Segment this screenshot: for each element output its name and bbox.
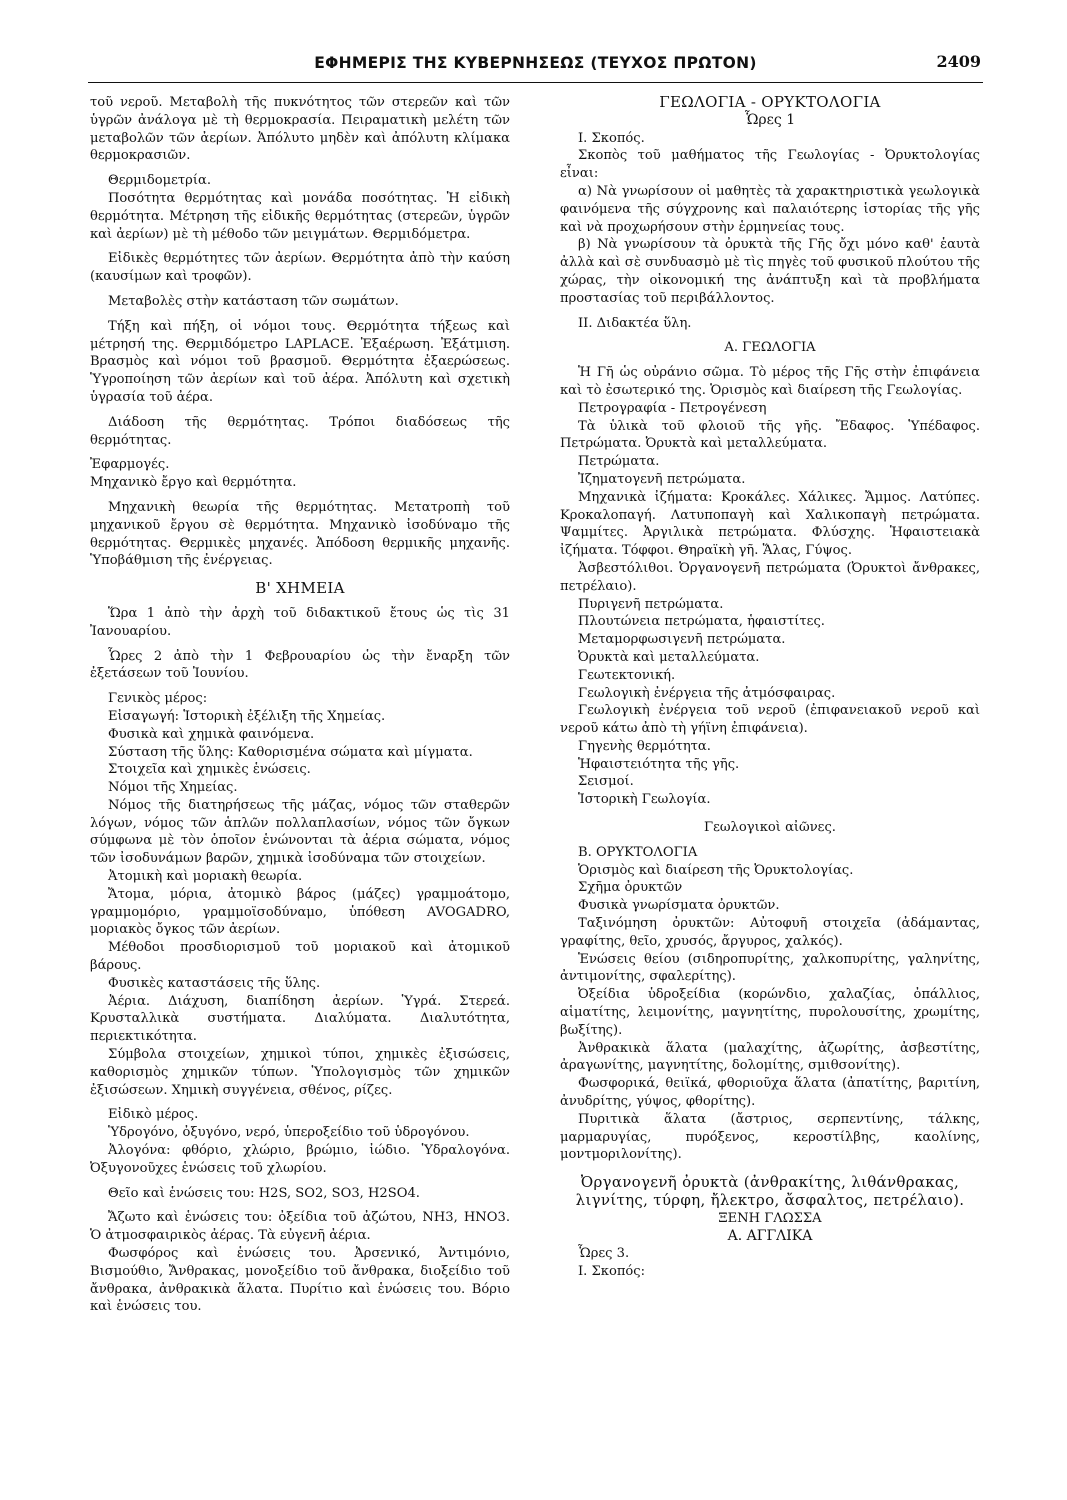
subsection-heading-mineralogy: Γεωλογικοὶ αἰῶνες. — [704, 820, 836, 836]
paragraph: Πυριτικὰ ἅλατα (ἄστριος, σερπεντίνης, τάλκης, μαρμαρυγίας, πυρόξενος, κεροστίλβης, καολίνης, μοντμοριλονίτης). — [560, 1111, 980, 1163]
subsection-heading-geology: Α. ΓΕΩΛΟΓΙΑ — [724, 340, 816, 356]
paragraph: Τήξη καὶ πήξη, οἱ νόμοι τους. Θερμότητα τήξεως καὶ μέτρησή της. Θερμιδόμετρο LAPLACE. Ἐξαέρωση. Ἐξάτμιση. Βρασμὸς καὶ νόμοι τοῦ βρασμοῦ. Θερμότητα ἐξαερώσεως. Ὑγροποίηση τῶν ἀερίων καὶ τοῦ ἀέρα. Ἀπόλυτη καὶ σχετικὴ ὑγρασία τοῦ ἀέρα. — [90, 318, 510, 405]
paragraph: Φυσικὰ γνωρίσματα ὀρυκτῶν. — [578, 898, 780, 914]
paragraph: Ἀτομικὴ καὶ μοριακὴ θεωρία. — [108, 869, 303, 885]
paragraph: Γηγενὴς θερμότητα. — [578, 738, 711, 754]
gazette-title: ΕΦΗΜΕΡΙΣ ΤΗΣ ΚΥΒΕΡΝΗΣΕΩΣ (ΤΕΥΧΟΣ ΠΡΩΤΟΝ) — [314, 54, 757, 72]
paragraph: Ἰζηματογενῆ πετρώματα. — [578, 471, 746, 487]
right-column — [560, 94, 980, 1281]
section-heading-chemistry: Β' ΧΗΜΕΙΑ — [255, 579, 345, 598]
paragraph: Φωσφόρος καὶ ἑνώσεις του. Ἀρσενικό, Ἀντιμόνιο, Βισμούθιο, Ἄνθρακας, μονοξείδιο τοῦ ἄνθρακα, διοξείδιο τοῦ ἄνθρακα, ἀνθρακικὰ ἅλατα. Πυρίτιο καὶ ἑνώσεις του. Βόριο καὶ ἑνώσεις του. — [90, 1246, 510, 1315]
paragraph: Ὥρα 1 ἀπὸ τὴν ἀρχὴ τοῦ διδακτικοῦ ἔτους ὡς τὶς 31 Ἰανουαρίου. — [90, 605, 510, 639]
paragraph: Ὧρες 3. — [578, 1246, 630, 1262]
paragraph: Σχῆμα ὀρυκτῶν — [578, 880, 683, 896]
paragraph: Μεταμορφωσιγενῆ πετρώματα. — [578, 632, 786, 648]
paragraph: Ι. Σκοπός: — [578, 1264, 646, 1280]
paragraph: Θερμιδομετρία. — [108, 173, 211, 189]
paragraph: Νόμοι τῆς Χημείας. — [108, 780, 238, 796]
paragraph: τοῦ νεροῦ. Μεταβολὴ τῆς πυκνότητος τῶν στερεῶν καὶ τῶν ὑγρῶν ἀνάλογα μὲ τὴ θερμοκρασία. Πειραματικὴ μελέτη τῶν μεταβολῶν τῶν ἀερίων. Ἀπόλυτο μηδὲν καὶ ἀπόλυτη κλίμακα θερμοκρασιῶν. — [90, 95, 510, 164]
paragraph: Τὰ ὑλικὰ τοῦ φλοιοῦ τῆς γῆς. Ἔδαφος. Ὑπέδαφος. Πετρώματα. Ὀρυκτὰ καὶ μεταλλεύματα. — [560, 418, 980, 452]
section-heading-geology-mineralogy: ΓΕΩΛΟΓΙΑ - ΟΡΥΚΤΟΛΟΓΙΑ — [659, 93, 881, 111]
paragraph: Ι. Σκοπός. — [578, 130, 645, 146]
paragraph: Σύσταση τῆς ὕλης: Καθορισμένα σώματα καὶ μίγματα. — [108, 744, 473, 760]
paragraph: Ὧρες 2 ἀπὸ τὴν 1 Φεβρουαρίου ὡς τὴν ἔναρξη τῶν ἐξετάσεων τοῦ Ἰουνίου. — [90, 648, 510, 682]
paragraph: β) Νὰ γνωρίσουν τὰ ὀρυκτὰ τῆς Γῆς ὄχι μόνο καθ' ἑαυτὰ ἀλλὰ καὶ σὲ συνδυασμὸ μὲ τὶς πηγὲς τοῦ φυσικοῦ πλούτου τῆς χώρας, τὴν οἰκονομική της ἀνάπτυξη καὶ τὰ προβλήματα προστασίας τοῦ περιβάλλοντος. — [560, 237, 980, 306]
paragraph: Εἰσαγωγή: Ἱστορικὴ ἐξέλιξη τῆς Χημείας. — [108, 708, 386, 724]
paragraph: Ἱστορικὴ Γεωλογία. — [578, 792, 711, 808]
paragraph: Πετρώματα. — [578, 454, 660, 470]
paragraph: Ἀσβεστόλιθοι. Ὀργανογενῆ πετρώματα (Ὀρυκτοὶ ἄνθρακες, πετρέλαιο). — [560, 560, 980, 594]
paragraph: Μέθοδοι προσδιορισμοῦ τοῦ μοριακοῦ καὶ ἀτομικοῦ βάρους. — [90, 940, 510, 974]
subsection-heading-english: ΞΕΝΗ ΓΛΩΣΣΑ — [718, 1210, 822, 1226]
paragraph: Σύμβολα στοιχείων, χημικοὶ τύποι, χημικὲς ἐξισώσεις, καθορισμὸς χημικῶν τύπων. Ὑπολογισμὸς τῶν χημικῶν ἐξισώσεων. Χημικὴ συγγένεια, σθένος, ρίζες. — [90, 1047, 510, 1098]
paragraph: Γεωλογικὴ ἐνέργεια τοῦ νεροῦ (ἐπιφανειακοῦ νεροῦ καὶ νεροῦ κάτω ἀπὸ τὴ γήϊνη ἐπιφάνεια). — [560, 703, 980, 737]
paragraph: Εἰδικὲς θερμότητες τῶν ἀερίων. Θερμότητα ἀπὸ τὴν καύση (καυσίμων καὶ τροφῶν). — [90, 251, 510, 285]
paragraph: Γενικὸς μέρος: — [108, 691, 208, 707]
paragraph: Μηχανικὰ ἰζήματα: Κροκάλες. Χάλικες. Ἄμμος. Λατύπες. Κροκαλοπαγή. Λατυποπαγὴ καὶ Χαλικοπαγὴ πετρώματα. Ψαμμίτες. Ἀργιλικὰ πετρώματα. Φλύσχης. Ἡφαιστειακὰ ἰζήματα. Τόφφοι. Θηραϊκὴ γῆ. Ἅλας, Γύψος. — [560, 489, 980, 559]
left-column — [90, 94, 510, 1316]
paragraph: Β. ΟΡΥΚΤΟΛΟΓΙΑ — [578, 844, 698, 860]
paragraph: Ἐφαρμογές. — [90, 457, 170, 473]
paragraph: Θεῖο καὶ ἑνώσεις του: H2S, SO2, SO3, H2SO4. — [108, 1185, 420, 1201]
paragraph: Εἰδικὸ μέρος. — [108, 1107, 199, 1123]
paragraph: Ὀρυκτὰ καὶ μεταλλεύματα. — [578, 649, 760, 665]
paragraph: Ταξινόμηση ὀρυκτῶν: Αὐτοφυῆ στοιχεῖα (ἀδάμαντας, γραφίτης, θεῖο, χρυσός, ἄργυρος, χαλκός). — [560, 916, 980, 949]
paragraph: Μεταβολὲς στὴν κατάσταση τῶν σωμάτων. — [108, 293, 399, 309]
paragraph: Ποσότητα θερμότητας καὶ μονάδα ποσότητας. Ἡ εἰδικὴ θερμότητα. Μέτρηση τῆς εἰδικῆς θερμότητας (στερεῶν, ὑγρῶν καὶ ἀερίων) μὲ τὴ μέθοδο τῶν μειγμάτων. Θερμιδόμετρα. — [90, 190, 510, 242]
paragraph: Σεισμοί. — [578, 774, 634, 790]
paragraph: ΙΙ. Διδακτέα ὕλη. — [578, 315, 692, 331]
paragraph: Ἡφαιστειότητα τῆς γῆς. — [578, 756, 740, 772]
paragraph: Νόμος τῆς διατηρήσεως τῆς μάζας, νόμος τῶν σταθερῶν λόγων, νόμος τῶν ἁπλῶν πολλαπλασίων, νόμος τῶν ὄγκων σύμφωνα μὲ τὸν ὁποῖον ἑνώνονται τὰ ἀέρια σώματα, νόμος τῶν ἰσοδυνάμων βαρῶν, χημικὰ ἰσοδύναμα τῶν στοιχείων. — [90, 797, 510, 867]
paragraph: Ἡ Γῆ ὡς οὐράνιο σῶμα. Τὸ μέρος τῆς Γῆς στὴν ἐπιφάνεια καὶ τὸ ἐσωτερικό της. Ὁρισμὸς καὶ διαίρεση τῆς Γεωλογίας. — [560, 365, 980, 398]
paragraph: Μηχανικὴ θεωρία τῆς θερμότητας. Μετατροπὴ τοῦ μηχανικοῦ ἔργου σὲ θερμότητα. Μηχανικὸ ἰσοδύναμο τῆς θερμότητας. Θερμικὲς μηχανές. Ἀπόδοση θερμικῆς μηχανῆς. Ὑποβάθμιση τῆς ἐνέργειας. — [90, 499, 510, 569]
paragraph: Μηχανικὸ ἔργο καὶ θερμότητα. — [90, 475, 297, 491]
paragraph: Ἀνθρακικὰ ἅλατα (μαλαχίτης, ἀζωρίτης, ἀσβεστίτης, ἀραγωνίτης, μαγνητίτης, δολομίτης, σμιθσονίτης). — [560, 1040, 980, 1074]
paragraph: Πετρογραφία - Πετρογένεση — [578, 400, 767, 416]
paragraph: Ὑδρογόνο, ὀξυγόνο, νερό, ὑπεροξείδιο τοῦ ὑδρογόνου. — [108, 1125, 470, 1141]
paragraph: α) Νὰ γνωρίσουν οἱ μαθητὲς τὰ χαρακτηριστικὰ γεωλογικὰ φαινόμενα τῆς σύγχρονης καὶ παλαιότερης ἱστορίας τῆς γῆς καὶ νὰ προχωρήσουν στὴν ἑρμηνείας τους. — [560, 183, 980, 235]
hours-label: Α. ΑΓΓΛΙΚΑ — [727, 1227, 813, 1244]
paragraph: Γεωτεκτονική. — [578, 667, 676, 683]
page-number: 2409 — [936, 52, 981, 71]
paragraph: Ὀξείδια ὑδροξείδια (κορώνδιο, χαλαζίας, ὀπάλλιος, αἱματίτης, λειμονίτης, μαγνητίτης, πυρολουσίτης, χρωμίτης, βωξίτης). — [560, 987, 980, 1038]
paragraph: Φυσικὲς καταστάσεις τῆς ὕλης. — [108, 975, 321, 991]
section-heading-foreign-language: Ὀργανογενῆ ὀρυκτὰ (ἀνθρακίτης, λιθάνθρακας, λιγνίτης, τύρφη, ἤλεκτρο, ἄσφαλτος, πετρέλαιο). — [575, 1173, 965, 1210]
paragraph: Φωσφορικά, θειϊκά, φθοριοῦχα ἅλατα (ἀπατίτης, βαριτίνη, ἀνυδρίτης, γύψος, φθορίτης). — [560, 1076, 980, 1110]
paragraph: Γεωλογικὴ ἐνέργεια τῆς ἀτμόσφαιρας. — [578, 685, 836, 701]
paragraph: Φυσικὰ καὶ χημικὰ φαινόμενα. — [108, 726, 315, 742]
paragraph: Ἀέρια. Διάχυση, διαπίδηση ἀερίων. Ὑγρά. Στερεά. Κρυσταλλικὰ συστήματα. Διαλύματα. Διαλυτότητα, περιεκτικότητα. — [90, 993, 510, 1045]
paragraph: Πυριγενῆ πετρώματα. — [578, 596, 724, 612]
page-header — [88, 52, 983, 83]
paragraph: Ἄζωτο καὶ ἑνώσεις του: ὀξείδια τοῦ ἀζώτου, NH3, HNO3. Ὁ ἀτμοσφαιρικὸς ἀέρας. Τὰ εὐγενῆ ἀέρια. — [90, 1210, 510, 1244]
paragraph: Ἄτομα, μόρια, ἀτομικὸ βάρος (μάζες) γραμμοάτομο, γραμμομόριο, γραμμοϊσοδύναμο, ὑπόθεση AVOGADRO, μοριακὸς ὄγκος τῶν ἀερίων. — [90, 886, 510, 938]
paragraph: Διάδοση τῆς θερμότητας. Τρόποι διαδόσεως τῆς θερμότητας. — [90, 414, 510, 448]
hours-label: Ὧρες 1 — [744, 111, 796, 128]
paragraph: Στοιχεῖα καὶ χημικὲς ἑνώσεις. — [108, 762, 311, 778]
paragraph: Σκοπὸς τοῦ μαθήματος τῆς Γεωλογίας - Ὀρυκτολογίας εἶναι: — [560, 148, 980, 182]
paragraph: Ἑνώσεις θείου (σιδηροπυρίτης, χαλκοπυρίτης, γαληνίτης, ἀντιμονίτης, σφαλερίτης). — [560, 951, 980, 985]
paragraph: Ὁρισμὸς καὶ διαίρεση τῆς Ὀρυκτολογίας. — [578, 862, 854, 878]
paragraph: Πλουτώνεια πετρώματα, ἡφαιστίτες. — [578, 614, 825, 630]
paragraph: Ἀλογόνα: φθόριο, χλώριο, βρώμιο, ἰώδιο. Ὑδραλογόνα. Ὀξυγονοῦχες ἑνώσεις τοῦ χλωρίου. — [90, 1143, 510, 1176]
